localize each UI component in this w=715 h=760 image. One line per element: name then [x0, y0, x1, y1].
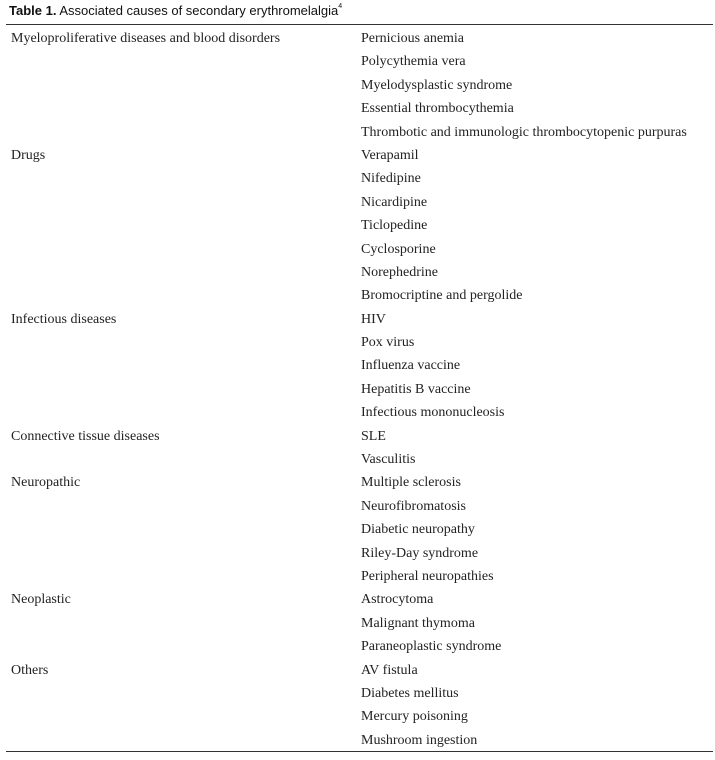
cause-cell: Nifedipine	[361, 171, 421, 187]
cause-cell: Norephedrine	[361, 264, 438, 280]
caption-label: Table 1.	[9, 3, 57, 18]
table-group	[0, 144, 715, 308]
category-cell: Connective tissue diseases	[11, 428, 160, 444]
cause-cell: Pox virus	[361, 335, 415, 351]
category-cell: Neuropathic	[11, 475, 81, 491]
table-group	[0, 308, 715, 425]
category-cell: Infectious diseases	[11, 311, 117, 327]
cause-cell: SLE	[361, 428, 386, 444]
causes-table	[0, 27, 715, 752]
cause-list	[361, 659, 715, 753]
category-cell: Neoplastic	[11, 592, 71, 608]
cause-cell: Multiple sclerosis	[361, 475, 461, 491]
category-cell: Myeloproliferative diseases and blood disorders	[11, 31, 281, 46]
cause-cell: Diabetes mellitus	[361, 685, 459, 701]
cause-cell: Polycythemia vera	[361, 54, 466, 70]
table-caption	[9, 3, 342, 18]
cause-list	[361, 27, 715, 144]
table-group	[0, 471, 715, 588]
cause-cell: Infectious mononucleosis	[361, 405, 505, 421]
cause-cell: Malignant thymoma	[361, 615, 475, 631]
caption-text: Associated causes of secondary erythromelalgia	[56, 3, 339, 18]
top-rule	[6, 24, 713, 25]
cause-list	[361, 588, 715, 658]
cause-cell: Nicardipine	[361, 194, 428, 210]
bottom-rule	[6, 751, 713, 752]
cause-cell: Ticlopedine	[361, 218, 428, 234]
cause-cell: Essential thrombocythemia	[361, 101, 514, 117]
cause-cell: Bromocriptine and pergolide	[361, 288, 523, 304]
cause-list	[361, 144, 715, 308]
cause-cell: Riley-Day syndrome	[361, 545, 479, 561]
table-group	[0, 425, 715, 472]
cause-cell: Mercury poisoning	[361, 709, 468, 725]
caption-reference: 4	[338, 3, 343, 10]
table-group	[0, 27, 715, 144]
table-group	[0, 659, 715, 753]
category-cell: Drugs	[11, 147, 46, 163]
cause-cell: Neurofibromatosis	[361, 498, 466, 514]
cause-cell: Verapamil	[361, 147, 419, 163]
cause-cell: Myelodysplastic syndrome	[361, 77, 513, 93]
cause-list	[361, 308, 715, 425]
cause-cell: AV fistula	[361, 662, 418, 678]
cause-cell: Astrocytoma	[361, 592, 434, 608]
cause-cell: Hepatitis B vaccine	[361, 381, 471, 397]
cause-cell: Peripheral neuropathies	[361, 568, 494, 584]
table-group	[0, 588, 715, 658]
cause-cell: Vasculitis	[361, 452, 416, 468]
cause-cell: Influenza vaccine	[361, 358, 461, 374]
cause-cell: Pernicious anemia	[361, 31, 465, 46]
cause-list	[361, 471, 715, 588]
category-cell: Others	[11, 662, 49, 678]
cause-cell: Thrombotic and immunologic thrombocytopenic purpuras	[361, 124, 687, 140]
cause-list	[361, 425, 715, 472]
cause-cell: Diabetic neuropathy	[361, 522, 475, 538]
cause-cell: Paraneoplastic syndrome	[361, 639, 502, 655]
cause-cell: Mushroom ingestion	[361, 732, 478, 748]
cause-cell: Cyclosporine	[361, 241, 436, 257]
cause-cell: HIV	[361, 311, 386, 327]
